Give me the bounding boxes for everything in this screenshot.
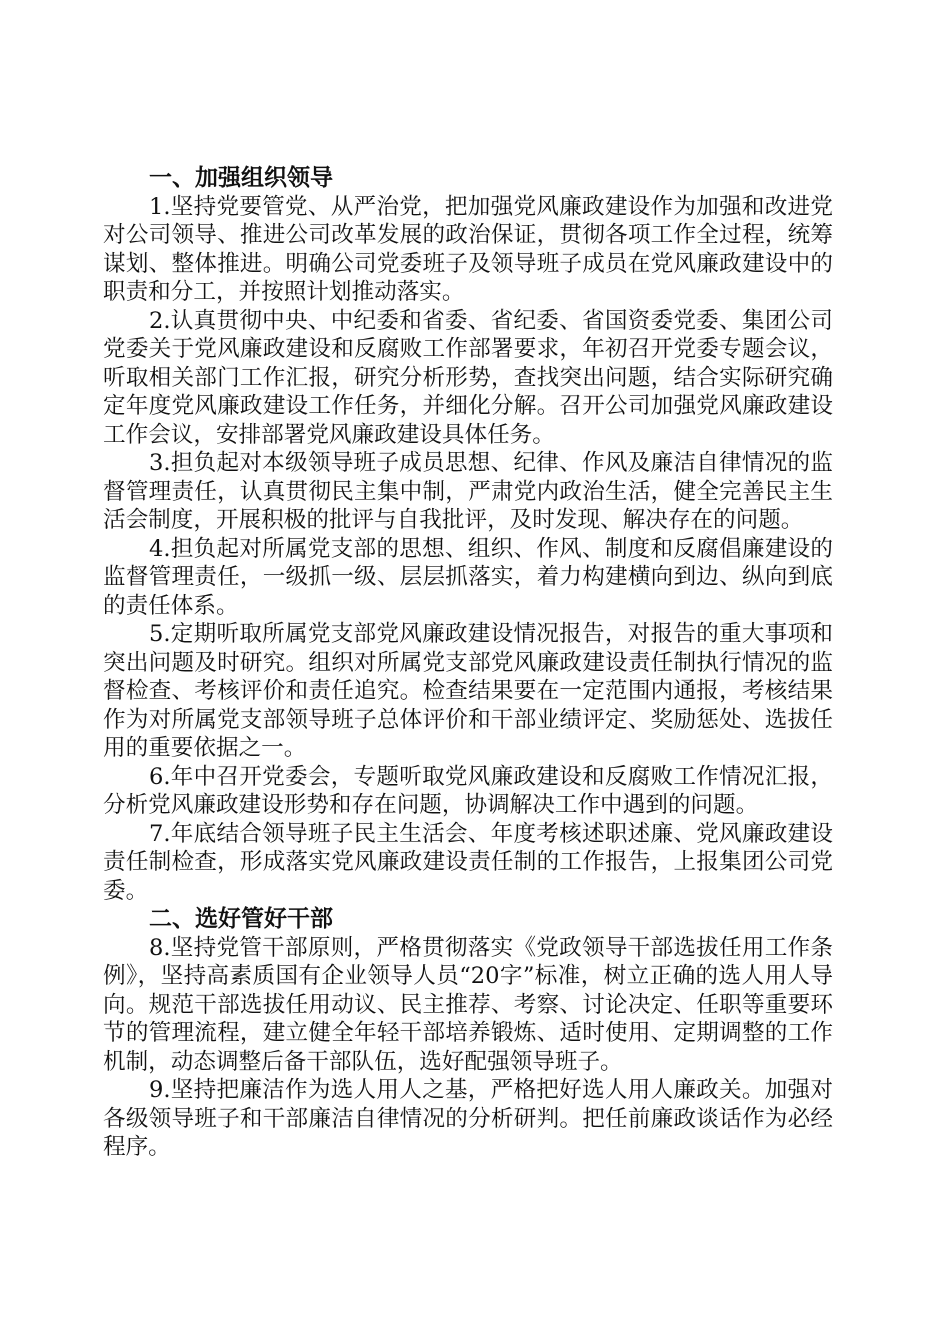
paragraph-7: 7.年底结合领导班子民主生活会、年度考核述职述廉、党风廉政建设责任制检查，形成落实党风廉政建设责任制的工作报告，上报集团公司党委。	[103, 820, 833, 904]
section-heading-organization: 一、加强组织领导	[149, 165, 333, 191]
paragraph-4: 4.担负起对所属党支部的思想、组织、作风、制度和反腐倡廉建设的监督管理责任，一级抓一级、层层抓落实，着力构建横向到边、纵向到底的责任体系。	[103, 535, 833, 619]
paragraph-6: 6.年中召开党委会，专题听取党风廉政建设和反腐败工作情况汇报，分析党风廉政建设形势和存在问题，协调解决工作中遇到的问题。	[103, 763, 833, 818]
paragraph-3: 3.担负起对本级领导班子成员思想、纪律、作风及廉洁自律情况的监督管理责任，认真贯彻民主集中制，严肃党内政治生活，健全完善民主生活会制度，开展积极的批评与自我批评，及时发现、解决存在的问题。	[103, 450, 833, 533]
paragraph-8: 8.坚持党管干部原则，严格贯彻落实《党政领导干部选拔任用工作条例》，坚持高素质国有企业领导人员“20字”标准，树立正确的选人用人导向。规范干部选拔任用动议、民主推荐、考察、讨论决定、任职等重要环节的管理流程，建立健全年轻干部培养锻炼、适时使用、定期调整的工作机制，动态调整后备干部队伍，选好配强领导班子。	[103, 934, 833, 1075]
paragraph-9: 9.坚持把廉洁作为选人用人之基，严格把好选人用人廉政关。加强对各级领导班子和干部廉洁自律情况的分析研判。把任前廉政谈话作为必经程序。	[103, 1077, 833, 1160]
paragraph-5: 5.定期听取所属党支部党风廉政建设情况报告，对报告的重大事项和突出问题及时研究。组织对所属党支部党风廉政建设责任制执行情况的监督检查、考核评价和责任追究。检查结果要在一定范围内通报，考核结果作为对所属党支部领导班子总体评价和干部业绩评定、奖励惩处、选拔任用的重要依据之一。	[103, 621, 833, 761]
paragraph-2: 2.认真贯彻中央、中纪委和省委、省纪委、省国资委党委、集团公司党委关于党风廉政建设和反腐败工作部署要求，年初召开党委专题会议，听取相关部门工作汇报，研究分析形势，查找突出问题，结合实际研究确定年度党风廉政建设工作任务，并细化分解。召开公司加强党风廉政建设工作会议，安排部署党风廉政建设具体任务。	[103, 307, 833, 448]
paragraph-1: 1.坚持党要管党、从严治党，把加强党风廉政建设作为加强和改进党对公司领导、推进公司改革发展的政治保证，贯彻各项工作全过程，统筹谋划、整体推进。明确公司党委班子及领导班子成员在党风廉政建设中的职责和分工，并按照计划推动落实。	[103, 193, 833, 305]
document-page	[103, 164, 833, 1162]
section-heading-cadres: 二、选好管好干部	[149, 906, 333, 932]
